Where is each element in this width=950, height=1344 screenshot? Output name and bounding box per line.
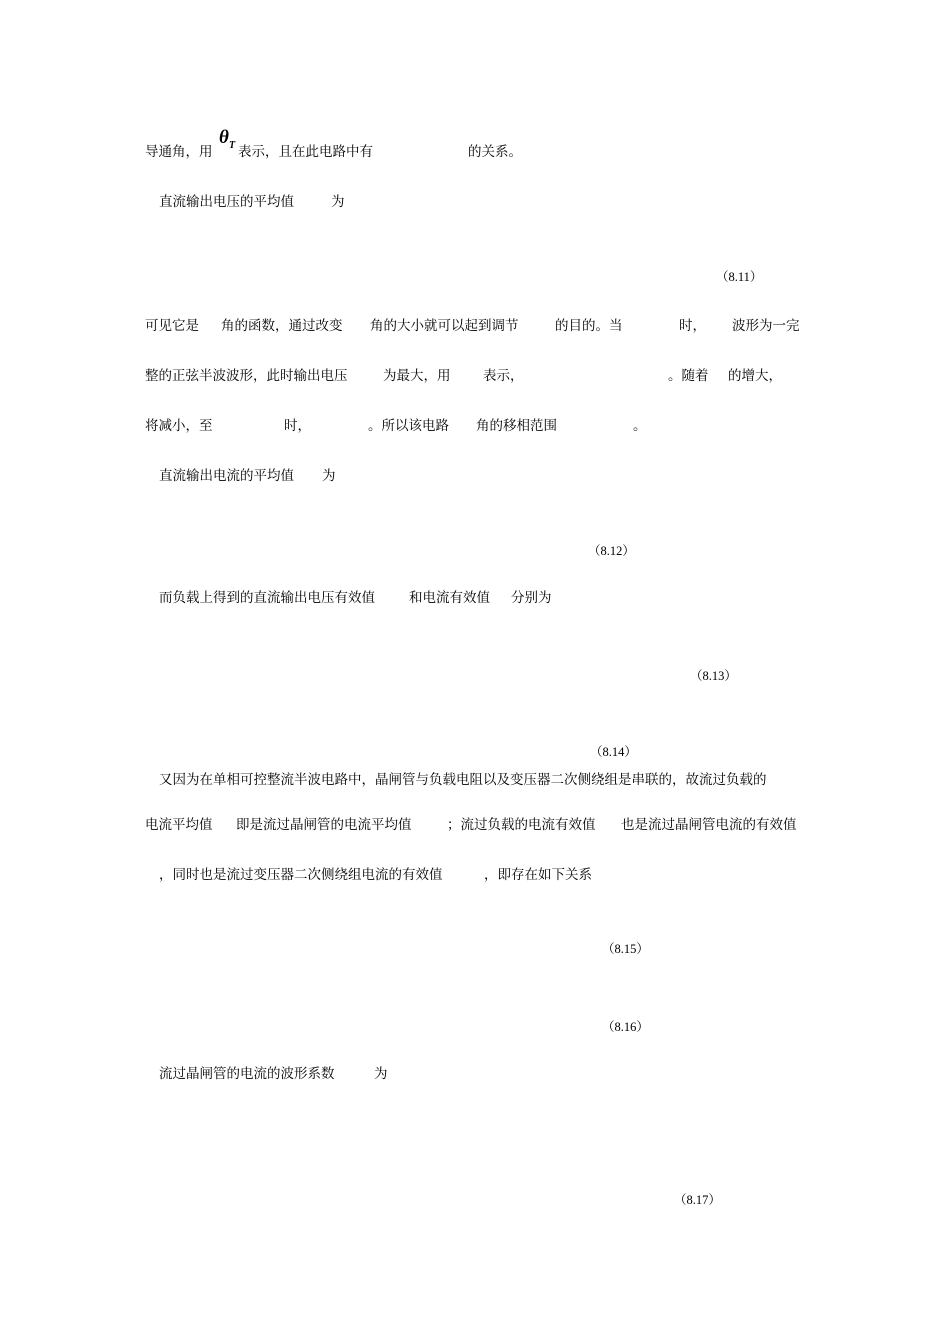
equation-number-8-15: （8.15） — [602, 942, 649, 956]
equation-number-8-16: （8.16） — [602, 1020, 649, 1034]
text-line3-b: 角的函数，通过改变 — [221, 318, 343, 334]
text-line1-end: 的关系。 — [468, 144, 522, 160]
text-line6-end: 为 — [322, 468, 336, 484]
equation-number-8-12: （8.12） — [588, 544, 635, 558]
text-line1-mid: 表示，且在此电路中有 — [238, 144, 373, 160]
text-line2-start: 直流输出电压的平均值 — [159, 194, 294, 210]
text-line4-e: 的增大， — [728, 368, 782, 384]
text-line1-start: 导通角，用 — [145, 144, 213, 160]
text-line3-e: 时， — [679, 318, 706, 334]
text-line11-start: 流过晶闸管的电流的波形系数 — [159, 1066, 335, 1082]
text-line10-a: ，同时也是流过变压器二次侧绕组电流的有效值 — [159, 867, 443, 883]
text-line9-c: ；流过负载的电流有效值 — [447, 817, 596, 833]
text-line5-b: 时， — [284, 418, 311, 434]
text-line3-c: 角的大小就可以起到调节 — [370, 318, 519, 334]
text-line5-d: 角的移相范围 — [476, 418, 557, 434]
text-line7-a: 而负载上得到的直流输出电压有效值 — [159, 590, 375, 606]
text-line9-a: 电流平均值 — [145, 817, 213, 833]
text-line3-a: 可见它是 — [145, 318, 199, 334]
text-line5-e: 。 — [633, 418, 647, 434]
text-line11-end: 为 — [374, 1066, 388, 1082]
text-line6-start: 直流输出电流的平均值 — [159, 468, 294, 484]
text-line3-f: 波形为一完 — [732, 318, 800, 334]
equation-number-8-13: （8.13） — [690, 669, 737, 683]
text-line9-d: 也是流过晶闸管电流的有效值 — [621, 817, 797, 833]
text-line5-c: 。所以该电路 — [368, 418, 449, 434]
text-line8: 又因为在单相可控整流半波电路中，晶闸管与负载电阻以及变压器二次侧绕组是串联的，故流过负载的 — [159, 772, 767, 788]
text-line4-d: 。随着 — [668, 368, 709, 384]
text-line3-d: 的目的。当 — [555, 318, 623, 334]
equation-number-8-17: （8.17） — [674, 1193, 721, 1207]
text-line5-a: 将减小，至 — [145, 418, 213, 434]
text-line4-a: 整的正弦半波波形，此时输出电压 — [145, 368, 348, 384]
text-line4-c: 表示， — [483, 368, 524, 384]
theta-symbol: θ — [219, 127, 229, 148]
text-line7-b: 和电流有效值 — [409, 590, 490, 606]
text-line10-b: ，即存在如下关系 — [484, 867, 592, 883]
equation-number-8-11: （8.11） — [716, 270, 763, 284]
text-line4-b: 为最大，用 — [383, 368, 451, 384]
text-line2-end: 为 — [331, 194, 345, 210]
text-line7-c: 分别为 — [511, 590, 552, 606]
equation-number-8-14: （8.14） — [590, 745, 637, 759]
theta-subscript: T — [229, 140, 236, 151]
text-line9-b: 即是流过晶闸管的电流平均值 — [236, 817, 412, 833]
